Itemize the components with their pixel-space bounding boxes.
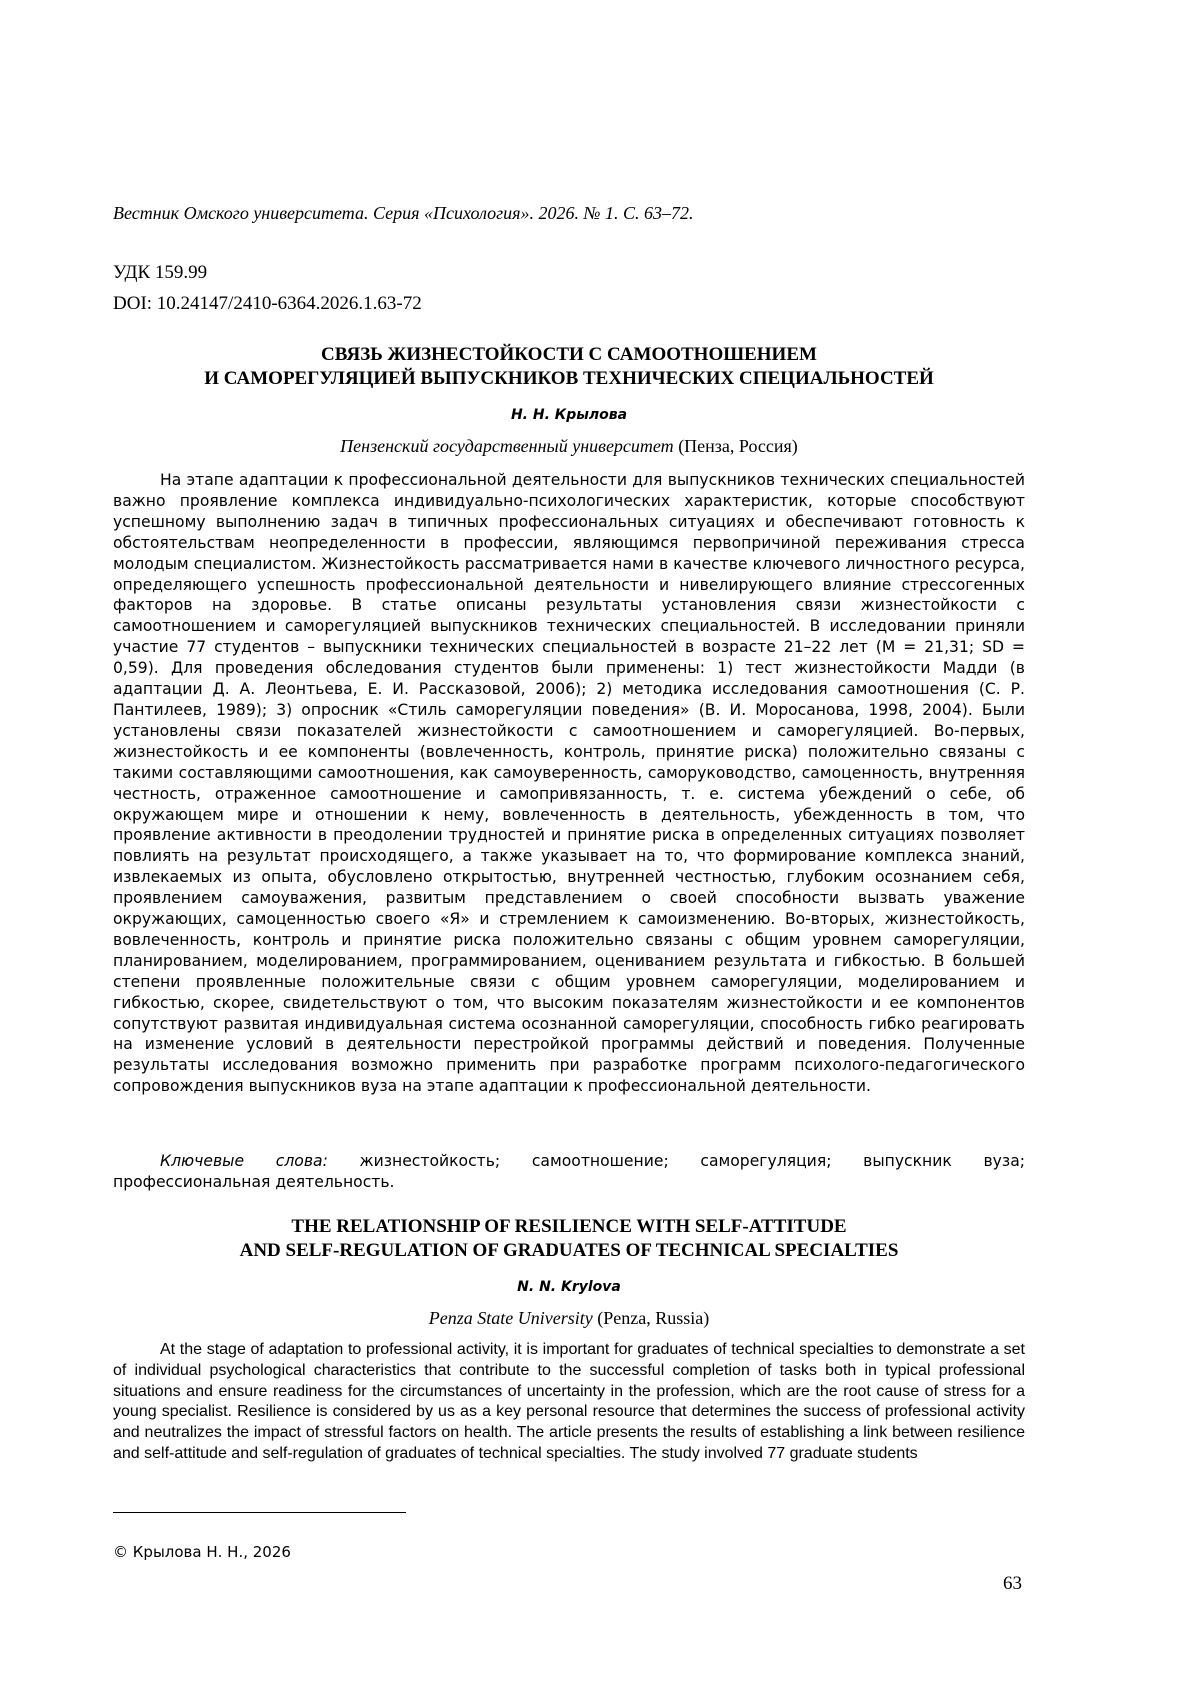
affiliation-ru-place: (Пенза, Россия): [673, 436, 798, 456]
keywords-ru-paragraph: [113, 1151, 1025, 1193]
abstract-en-text: At the stage of adaptation to professional activity, it is important for graduates of technical specialties to demonstrate a set of individual psychological characteristics that contribute to the successful completion of tasks both in typical professional situations and ensure readiness for the circumstances of uncertainty in the profession, which are the root cause of stress for a young specialist. Resilience is considered by us as a key personal resource that determines the success of professional activity and neutralizes the impact of stressful factors on health. The article presents the results of establishing a link between resilience and self-attitude and self-regulation of graduates of technical specialties. The study involved 77 graduate students: [113, 1341, 1025, 1462]
title-ru: [113, 343, 1025, 391]
abstract-ru-text: На этапе адаптации к профессиональной деятельности для выпускников технических специальностей важно проявление комплекса индивидуально-психологических характеристик, которые способствуют успешному выполнению задач в типичных профессиональных ситуациях и обеспечивают готовность к обстоятельствам неопределенности в профессии, являющимся первопричиной переживания стресса молодым специалистом. Жизнестойкость рассматривается нами в качестве ключевого личностного ресурса, определяющего успешность профессиональной деятельности и нивелирующего влияние стрессогенных факторов на здоровье. В статье описаны результаты установления связи жизнестойкости с самоотношением и саморегуляцией выпускников технических специальностей. В исследовании приняли участие 77 студентов – выпускники технических специальностей в возрасте 21–22 лет (M = 21,31; SD = 0,59). Для проведения обследования студентов были применены: 1) тест жизнестойкости Мадди (в адаптации Д. А. Леонтьева, Е. И. Рассказовой, 2006); 2) методика исследования самоотношения (С. Р. Пантилеев, 1989); 3) опросник «Стиль саморегуляции поведения» (В. И. Моросанова, 1998, 2004). Были установлены связи показателей жизнестойкости с самоотношением и саморегуляцией. Во-первых, жизнестойкость и ее компоненты (вовлеченность, контроль, принятие риска) положительно связаны с такими составляющими самоотношения, как самоуверенность, саморуководство, самоценность, внутренняя честность, отраженное самоотношение и самопривязанность, т. е. система убеждений о себе, об окружающем мире и отношении к нему, вовлеченность в деятельность, убежденность в том, что проявление активности в преодолении трудностей и принятие риска в определенных ситуациях позволяет повлиять на результат происходящего, а также указывает на то, что формирование комплекса знаний, извлекаемых из опыта, обусловлено открытостью, внутренней честностью, глубоким осознанием себя, проявлением самоуважения, развитым представлением о своей способности вызвать уважение окружающих, самоценностью своего «Я» и стремлением к самоизменению. Во-вторых, жизнестойкость, вовлеченность, контроль и принятие риска положительно связаны с общим уровнем саморегуляции, планированием, моделированием, программированием, оцениванием результата и гибкостью. В большей степени проявленные положительные связи с общим уровнем саморегуляции, моделированием и гибкостью, скорее, свидетельствуют о том, что высоким показателям жизнестойкости и ее компонентов сопутствуют развитая индивидуальная система осознанной саморегуляции, способность гибко реагировать на изменение условий в деятельности перестройкой программы действий и поведения. Полученные результаты исследования возможно применить при разработке программ психолого-педагогического сопровождения выпускников вуза на этапе адаптации к профессиональной деятельности.: [113, 471, 1025, 1096]
journal-citation: Вестник Омского университета. Серия «Психология». 2026. № 1. С. 63–72.: [113, 203, 694, 223]
affiliation-en-place: (Penza, Russia): [592, 1308, 710, 1328]
author-ru: Н. Н. Крылова: [510, 407, 628, 423]
title-ru-line1: СВЯЗЬ ЖИЗНЕСТОЙКОСТИ С САМООТНОШЕНИЕМ: [321, 344, 817, 365]
affiliation-en-name: Penza State University: [428, 1308, 593, 1328]
affiliation-ru: [113, 436, 1025, 457]
affiliation-en: [113, 1308, 1025, 1329]
abstract-en: [113, 1340, 1025, 1465]
title-en: [113, 1215, 1025, 1263]
page-number: 63: [1003, 1573, 1022, 1594]
doi: DOI: 10.24147/2410-6364.2026.1.63-72: [113, 293, 422, 314]
keywords-list: жизнестойкость; самоотношение; саморегуляция; выпускник вуза; профессиональная деятельность.: [113, 1152, 1026, 1191]
copyright-notice: © Крылова Н. Н., 2026: [113, 1543, 291, 1561]
keywords-ru: [113, 1151, 1025, 1193]
title-en-line2: AND SELF-REGULATION OF GRADUATES OF TECHNICAL SPECIALTIES: [239, 1240, 899, 1261]
abstract-ru: [113, 470, 1025, 1097]
author-en: N. N. Krylova: [517, 1279, 621, 1295]
udc-code: УДК 159.99: [113, 262, 208, 283]
footnote-rule: [113, 1512, 406, 1513]
keywords-label: Ключевые слова:: [160, 1152, 328, 1170]
title-en-line1: THE RELATIONSHIP OF RESILIENCE WITH SELF-ATTITUDE: [291, 1216, 847, 1237]
title-ru-line2: И САМОРЕГУЛЯЦИЕЙ ВЫПУСКНИКОВ ТЕХНИЧЕСКИХ СПЕЦИАЛЬНОСТЕЙ: [204, 368, 934, 389]
affiliation-ru-name: Пензенский государственный университет: [340, 436, 674, 456]
